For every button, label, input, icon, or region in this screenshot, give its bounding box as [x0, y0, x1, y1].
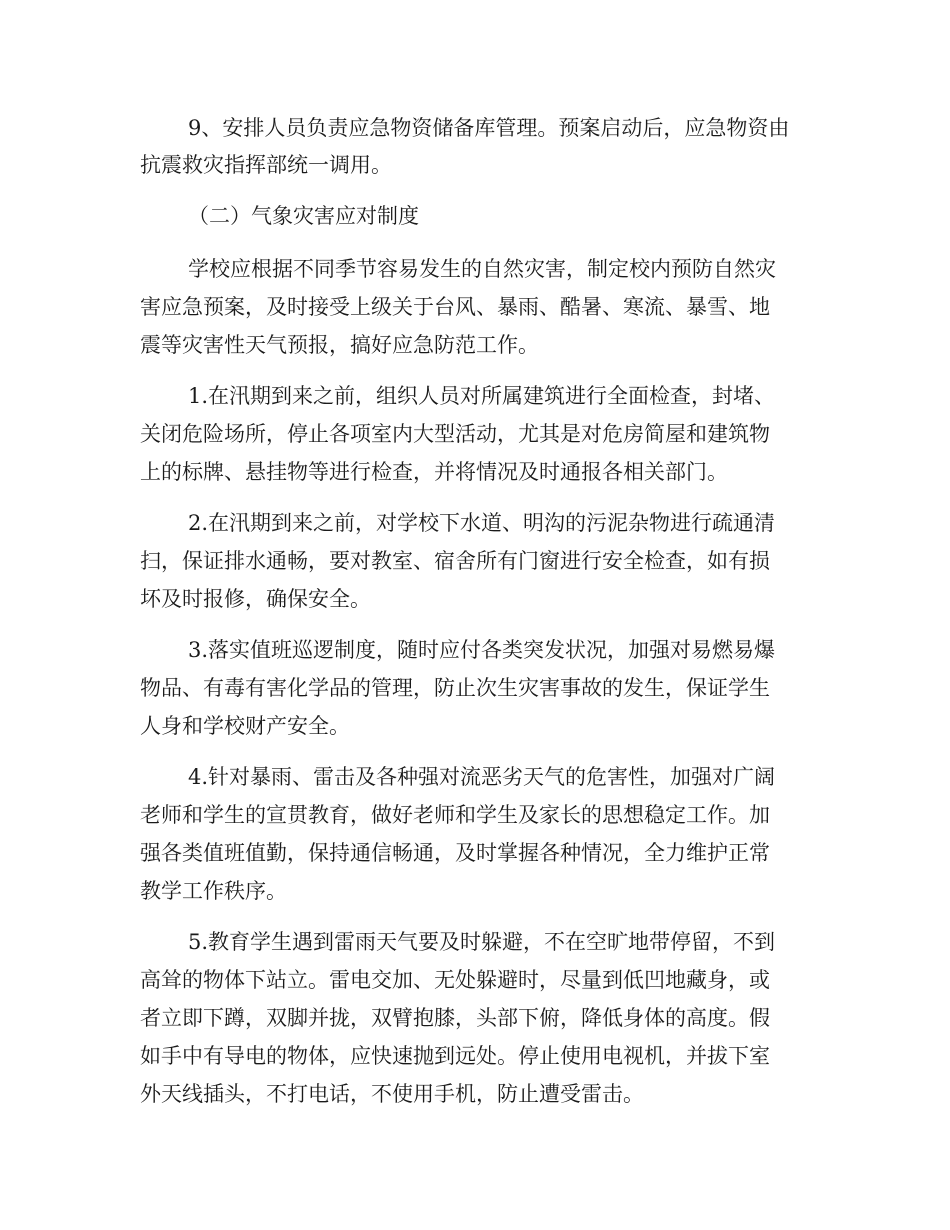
text-line: 学校应根据不同季节容易发生的自然灾害，制定校内预防自然灾	[188, 257, 776, 281]
text-line: 物品、有毒有害化学品的管理，防止次生灾害事故的发生，保证学生	[140, 676, 770, 700]
text-line: 坏及时报修，确保安全。	[140, 587, 371, 611]
text-line: 4.针对暴雨、雷击及各种强对流恶劣天气的危害性，加强对广阔	[188, 765, 776, 789]
text-line: 老师和学生的宣贯教育，做好老师和学生及家长的思想稳定工作。加	[140, 803, 770, 827]
text-line: 教学工作秩序。	[140, 879, 287, 903]
text-line: 害应急预案，及时接受上级关于台风、暴雨、酷暑、寒流、暴雪、地	[140, 295, 770, 319]
text-line: 9、安排人员负责应急物资储备库管理。预案启动后，应急物资由	[188, 116, 790, 140]
text-line: 关闭危险场所，停止各项室内大型活动，尤其是对危房简屋和建筑物	[140, 422, 770, 446]
text-line: 抗震救灾指挥部统一调用。	[140, 153, 392, 177]
text-line: 5.教育学生遇到雷雨天气要及时躲避，不在空旷地带停留，不到	[188, 930, 776, 954]
text-line: 3.落实值班巡逻制度，随时应付各类突发状况，加强对易燃易爆	[188, 638, 776, 662]
text-line: 2.在汛期到来之前，对学校下水道、明沟的污泥杂物进行疏通清	[188, 511, 776, 535]
section-heading: （二）气象灾害应对制度	[188, 204, 419, 228]
text-line: 扫，保证排水通畅，要对教室、宿舍所有门窗进行安全检查，如有损	[140, 549, 770, 573]
text-line: 上的标牌、悬挂物等进行检查，并将情况及时通报各相关部门。	[140, 460, 728, 484]
text-line: 如手中有导电的物体，应快速抛到远处。停止使用电视机，并拔下室	[140, 1044, 770, 1068]
text-line: 强各类值班值勤，保持通信畅通，及时掌握各种情况，全力维护正常	[140, 841, 770, 865]
text-line: 人身和学校财产安全。	[140, 714, 350, 738]
text-line: 外天线插头，不打电话，不使用手机，防止遭受雷击。	[140, 1082, 644, 1106]
text-line: 1.在汛期到来之前，组织人员对所属建筑进行全面检查，封堵、	[188, 384, 776, 408]
text-line: 高耸的物体下站立。雷电交加、无处躲避时，尽量到低凹地藏身，或	[140, 968, 770, 992]
text-line: 者立即下蹲，双脚并拢，双臂抱膝，头部下俯，降低身体的高度。假	[140, 1006, 770, 1030]
text-line: 震等灾害性天气预报，搞好应急防范工作。	[140, 333, 539, 357]
